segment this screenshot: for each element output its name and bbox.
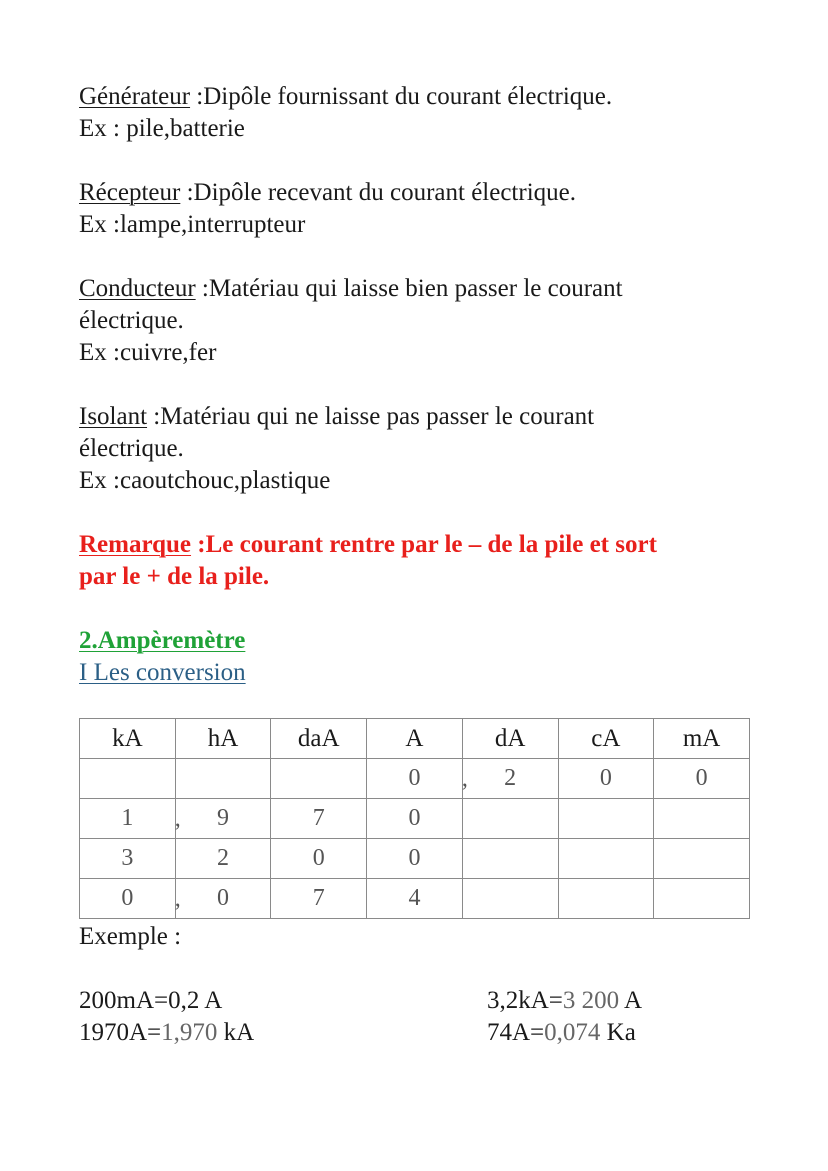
header-cell: kA bbox=[80, 719, 176, 759]
table-cell bbox=[462, 799, 558, 839]
table-cell: 0 bbox=[271, 839, 367, 879]
remark-continuation: par le + de la pile. bbox=[79, 563, 270, 590]
example-right-2: 74A=0,074 Ka bbox=[487, 1019, 636, 1046]
table-cell bbox=[654, 799, 750, 839]
term-conducteur: Conducteur bbox=[79, 275, 196, 302]
table-cell: 0 bbox=[367, 839, 463, 879]
example-line: Ex :lampe,interrupteur bbox=[79, 211, 306, 238]
table-cell: 0 bbox=[654, 759, 750, 799]
table-cell: 9 bbox=[175, 799, 271, 839]
definition-generateur bbox=[79, 81, 612, 113]
table-cell: 0 bbox=[175, 879, 271, 919]
table-cell: 0 bbox=[558, 759, 654, 799]
example-line: Ex : pile,batterie bbox=[79, 115, 245, 142]
definition-recepteur bbox=[79, 177, 576, 209]
example-line: Ex :caoutchouc,plastique bbox=[79, 467, 331, 494]
table-cell bbox=[271, 759, 367, 799]
example-right-1: 3,2kA=3 200 A bbox=[487, 987, 643, 1014]
subsection-title: I Les conversion bbox=[79, 659, 246, 686]
conversion-table bbox=[79, 718, 750, 919]
example-left-2: 1970A=1,970 kA bbox=[79, 1019, 255, 1046]
table-cell bbox=[654, 839, 750, 879]
decimal-comma: , bbox=[174, 806, 181, 832]
header-cell: mA bbox=[654, 719, 750, 759]
table-header-row bbox=[80, 719, 750, 759]
header-cell: daA bbox=[271, 719, 367, 759]
section-title: 2.Ampèremètre bbox=[79, 627, 246, 654]
table-row bbox=[80, 759, 750, 799]
remark-text: :Le courant rentre par le – de la pile et sort bbox=[191, 531, 657, 558]
table-cell bbox=[558, 839, 654, 879]
table-cell: 1 , bbox=[80, 799, 176, 839]
remark bbox=[79, 529, 657, 561]
table-row bbox=[80, 839, 750, 879]
table-cell: 0 bbox=[367, 799, 463, 839]
table-cell bbox=[175, 759, 271, 799]
table-cell: 2 bbox=[462, 759, 558, 799]
table-cell bbox=[462, 839, 558, 879]
table-row bbox=[80, 879, 750, 919]
definition-continuation: électrique. bbox=[79, 307, 184, 334]
decimal-comma: , bbox=[461, 766, 468, 792]
header-cell: hA bbox=[175, 719, 271, 759]
definition-text: :Matériau qui ne laisse pas passer le courant bbox=[147, 403, 595, 430]
header-cell: cA bbox=[558, 719, 654, 759]
definition-text: :Dipôle recevant du courant électrique. bbox=[180, 179, 576, 206]
header-cell: A bbox=[367, 719, 463, 759]
table-cell: 2 bbox=[175, 839, 271, 879]
table-cell: 0 , bbox=[367, 759, 463, 799]
table-cell bbox=[462, 879, 558, 919]
term-generateur: Générateur bbox=[79, 83, 191, 110]
header-cell: dA bbox=[462, 719, 558, 759]
example-line: Ex :cuivre,fer bbox=[79, 339, 217, 366]
definition-conducteur bbox=[79, 273, 623, 305]
term-isolant: Isolant bbox=[79, 403, 148, 430]
definition-continuation: électrique. bbox=[79, 435, 184, 462]
remark-label: Remarque bbox=[79, 531, 192, 558]
table-row bbox=[80, 799, 750, 839]
table-cell bbox=[558, 879, 654, 919]
decimal-comma: , bbox=[174, 886, 181, 912]
table-cell bbox=[558, 799, 654, 839]
example-left-1: 200mA=0,2 A bbox=[79, 987, 223, 1014]
definition-text: :Matériau qui laisse bien passer le courant bbox=[195, 275, 623, 302]
table-cell: 7 bbox=[271, 799, 367, 839]
table-cell: 4 bbox=[367, 879, 463, 919]
term-recepteur: Récepteur bbox=[79, 179, 181, 206]
table-cell bbox=[654, 879, 750, 919]
table-cell bbox=[80, 759, 176, 799]
definition-text: :Dipôle fournissant du courant électrique. bbox=[190, 83, 613, 110]
example-label: Exemple : bbox=[79, 923, 182, 950]
table-cell: 0 , bbox=[80, 879, 176, 919]
table-cell: 7 bbox=[271, 879, 367, 919]
definition-isolant bbox=[79, 401, 594, 433]
table-cell: 3 bbox=[80, 839, 176, 879]
